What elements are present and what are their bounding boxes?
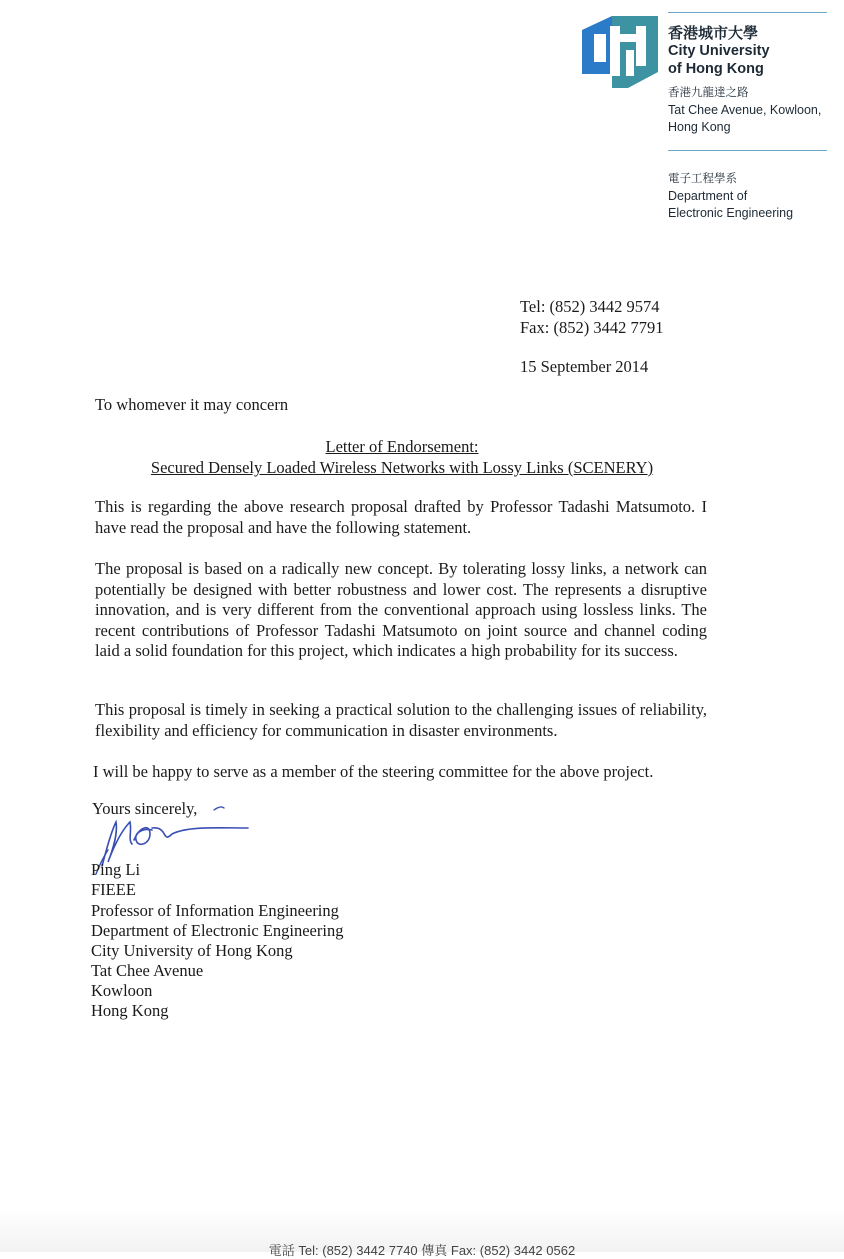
signer-title-5: Tat Chee Avenue (91, 961, 204, 980)
university-name-zh: 香港城市大學 (668, 25, 759, 42)
letterhead-mid-rule (668, 150, 827, 151)
subject-line-1: Letter of Endorsement: (325, 437, 479, 456)
cityu-logo (580, 14, 660, 90)
letterhead-top-rule (668, 12, 827, 13)
contact-fax: Fax: (852) 3442 7791 (520, 318, 664, 337)
signer-title-1: FIEEE (91, 880, 136, 899)
department-en-2: Electronic Engineering (668, 206, 794, 220)
contact-tel: Tel: (852) 3442 9574 (520, 297, 660, 316)
body-paragraph-3: This proposal is timely in seeking a practical solution to the challenging issues of reliability, flexibility and efficiency for communication in disaster environments. (95, 700, 707, 740)
footer-contact: 電話 Tel: (852) 3442 7740 傳真 Fax: (852) 3442 0562 (268, 1243, 576, 1258)
subject-line-2: Secured Densely Loaded Wireless Networks with Lossy Links (SCENERY) (150, 458, 654, 477)
closing: Yours sincerely, (92, 799, 198, 818)
department-en-1: Department of (668, 189, 748, 203)
signer-title-4: City University of Hong Kong (91, 941, 293, 960)
signer-title-7: Hong Kong (91, 1001, 169, 1020)
department-zh: 電子工程學系 (668, 173, 737, 185)
university-name-en-2: of Hong Kong (668, 61, 764, 77)
salutation: To whomever it may concern (95, 395, 289, 414)
body-paragraph-1: This is regarding the above research proposal drafted by Professor Tadashi Matsumoto. I have read the proposal and have the following statement. (95, 497, 707, 537)
body-paragraph-2: The proposal is based on a radically new concept. By tolerating lossy links, a network can potentially be designed with better robustness and lower cost. The represents a disruptive innovation, and is very different from the conventional approach using lossless links. The recent contributions of Professor Tadashi Matsumoto on joint source and channel coding laid a solid foundation for this project, which indicates a high probability for its success. (95, 559, 707, 660)
address-zh: 香港九龍達之路 (668, 87, 749, 99)
university-name-en-1: City University (668, 43, 770, 59)
signer-title-3: Department of Electronic Engineering (91, 921, 344, 940)
letter-date: 15 September 2014 (520, 357, 649, 376)
signer-name: Ping Li (91, 860, 141, 879)
body-paragraph-4: I will be happy to serve as a member of the steering committee for the above project. (93, 762, 654, 781)
address-en-1: Tat Chee Avenue, Kowloon, (668, 103, 822, 117)
signer-title-6: Kowloon (91, 981, 153, 1000)
address-en-2: Hong Kong (668, 120, 731, 134)
signer-title-2: Professor of Information Engineering (91, 901, 339, 920)
